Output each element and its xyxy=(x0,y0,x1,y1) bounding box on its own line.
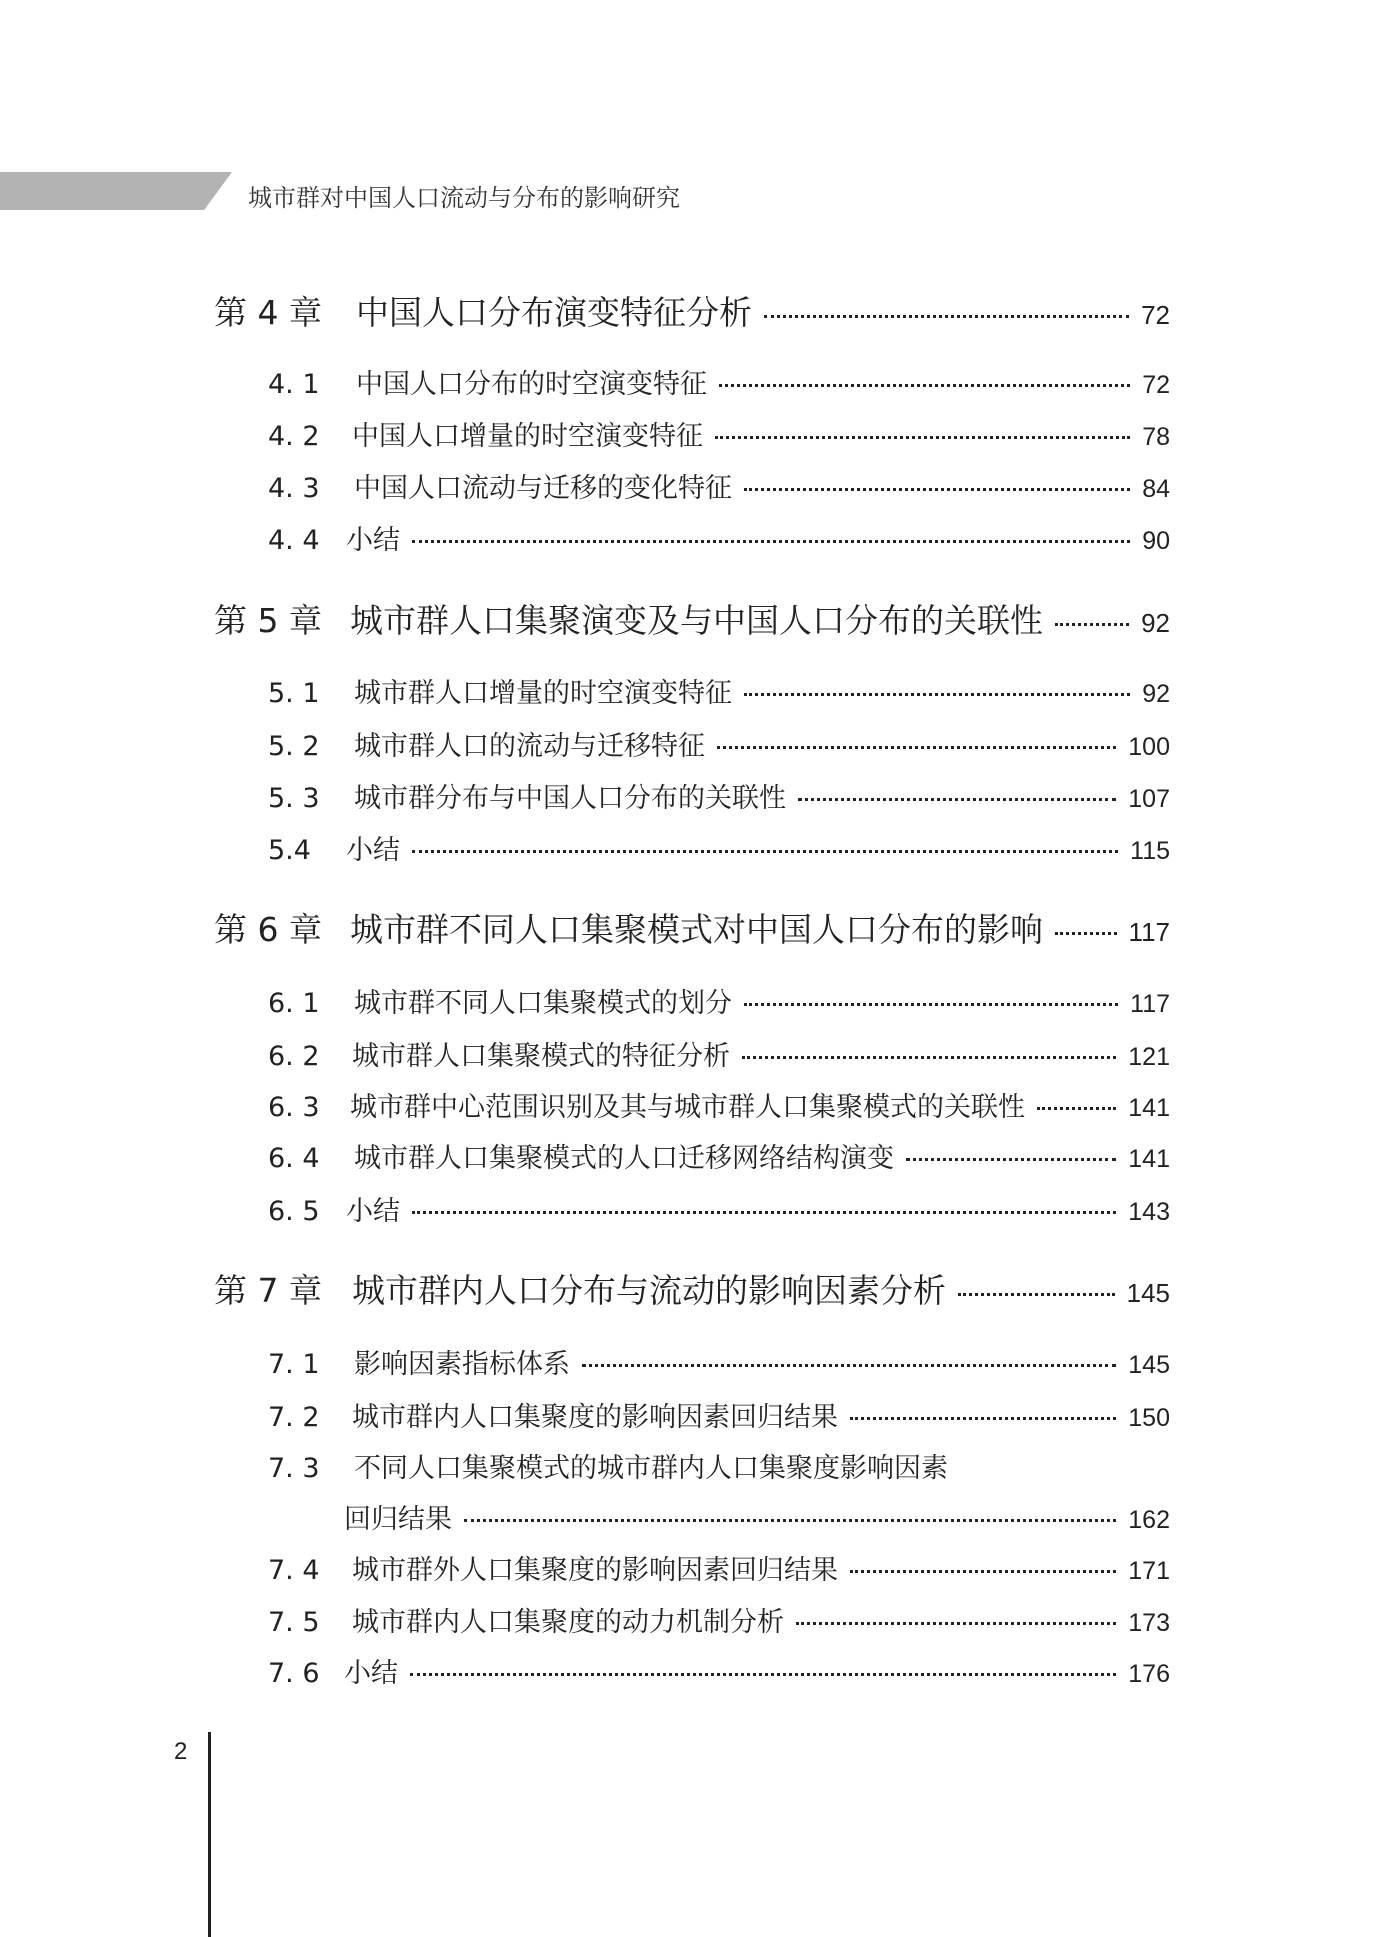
toc-entry-number: 7. 1 xyxy=(268,1349,320,1380)
toc-leader-dots xyxy=(796,1622,1116,1625)
toc-entry-title: 中国人口增量的时空演变特征 xyxy=(352,421,703,452)
toc-section-7-5[interactable] xyxy=(268,1600,1170,1639)
toc-entry-page: 92 xyxy=(1142,680,1170,708)
toc-entry-title: 城市群人口集聚模式的特征分析 xyxy=(352,1041,730,1072)
toc-entry-number: 7. 4 xyxy=(268,1555,320,1586)
toc-entry-number: 6. 4 xyxy=(268,1143,320,1174)
toc-entry-title: 影响因素指标体系 xyxy=(354,1349,570,1380)
toc-entry-page: 150 xyxy=(1128,1404,1170,1432)
toc-entry-title: 城市群内人口分布与流动的影响因素分析 xyxy=(352,1271,946,1310)
toc-section-7-1[interactable] xyxy=(268,1342,1170,1381)
toc-leader-dots xyxy=(715,436,1130,439)
toc-section-5-4[interactable] xyxy=(268,828,1170,867)
toc-entry-number: 5. 2 xyxy=(268,731,320,762)
toc-leader-dots xyxy=(742,1056,1116,1059)
toc-section-6-2[interactable] xyxy=(268,1034,1170,1073)
toc-entry-number: 5. 1 xyxy=(268,678,320,709)
toc-entry-number: 7. 6 xyxy=(268,1658,320,1689)
toc-entry-number: 6. 5 xyxy=(268,1196,320,1227)
toc-entry-number: 4. 2 xyxy=(268,421,320,452)
toc-leader-dots xyxy=(582,1364,1116,1367)
toc-entry-title: 小结 xyxy=(346,525,400,556)
toc-entry-number: 4. 4 xyxy=(268,525,320,556)
toc-leader-dots xyxy=(412,850,1118,853)
toc-entry-title: 城市群不同人口集聚模式对中国人口分布的影响 xyxy=(350,910,1043,949)
toc-leader-dots xyxy=(744,488,1130,491)
toc-leader-dots xyxy=(850,1570,1116,1573)
toc-leader-dots xyxy=(1037,1107,1116,1110)
toc-leader-dots xyxy=(412,1211,1116,1214)
toc-entry-number: 4. 3 xyxy=(268,473,320,504)
toc-entry-page: 100 xyxy=(1128,733,1170,761)
footer-vertical-rule xyxy=(208,1732,211,1937)
toc-entry-page: 162 xyxy=(1128,1506,1170,1534)
toc-entry-number: 第 6 章 xyxy=(214,910,322,949)
toc-entry-title: 回归结果 xyxy=(344,1504,452,1535)
toc-entry-page: 117 xyxy=(1130,990,1170,1018)
toc-leader-dots xyxy=(744,693,1130,696)
toc-section-6-5[interactable] xyxy=(268,1189,1170,1228)
toc-section-7-6[interactable] xyxy=(268,1651,1170,1690)
toc-entry-title: 中国人口流动与迁移的变化特征 xyxy=(354,473,732,504)
toc-entry-page: 141 xyxy=(1128,1145,1170,1173)
toc-entry-page: 92 xyxy=(1141,608,1170,638)
toc-entry-page: 145 xyxy=(1126,1278,1170,1308)
toc-chapter-5[interactable] xyxy=(214,595,1170,642)
toc-entry-number: 5. 3 xyxy=(268,783,320,814)
toc-entry-number: 7. 5 xyxy=(268,1607,320,1638)
toc-entry-number: 6. 2 xyxy=(268,1041,320,1072)
toc-entry-title: 城市群外人口集聚度的影响因素回归结果 xyxy=(352,1555,838,1586)
toc-entry-page: 115 xyxy=(1130,837,1170,865)
toc-entry-page: 171 xyxy=(1128,1557,1170,1585)
running-header-title: 城市群对中国人口流动与分布的影响研究 xyxy=(248,184,680,212)
page-number: 2 xyxy=(174,1738,188,1765)
toc-entry-number: 第 5 章 xyxy=(214,601,322,640)
toc-section-7-3-continuation[interactable] xyxy=(344,1497,1170,1536)
toc-leader-dots xyxy=(717,746,1116,749)
toc-entry-title: 城市群人口集聚模式的人口迁移网络结构演变 xyxy=(354,1143,894,1174)
toc-entry-page: 107 xyxy=(1128,785,1170,813)
toc-section-7-2[interactable] xyxy=(268,1395,1170,1434)
toc-entry-page: 84 xyxy=(1142,475,1170,503)
toc-section-5-1[interactable] xyxy=(268,671,1170,710)
toc-leader-dots xyxy=(719,384,1130,387)
toc-entry-number: 6. 1 xyxy=(268,988,320,1019)
toc-section-4-3[interactable] xyxy=(268,466,1170,505)
toc-entry-number: 6. 3 xyxy=(268,1092,320,1123)
toc-entry-title: 小结 xyxy=(344,1658,398,1689)
header-band xyxy=(0,172,232,210)
toc-entry-title: 城市群内人口集聚度的影响因素回归结果 xyxy=(352,1402,838,1433)
toc-chapter-4[interactable] xyxy=(214,287,1170,334)
toc-section-7-4[interactable] xyxy=(268,1548,1170,1587)
toc-entry-page: 90 xyxy=(1142,527,1170,555)
toc-leader-dots xyxy=(850,1417,1116,1420)
toc-section-5-2[interactable] xyxy=(268,724,1170,763)
toc-entry-page: 72 xyxy=(1141,300,1170,330)
toc-entry-page: 121 xyxy=(1128,1043,1170,1071)
toc-entry-number: 7. 3 xyxy=(268,1453,320,1484)
toc-chapter-6[interactable] xyxy=(214,904,1170,951)
toc-leader-dots xyxy=(1055,623,1129,626)
toc-leader-dots xyxy=(958,1293,1115,1296)
toc-section-4-4[interactable] xyxy=(268,518,1170,557)
toc-entry-number: 4. 1 xyxy=(268,369,320,400)
toc-entry-number: 5.4 xyxy=(268,835,311,866)
toc-entry-page: 176 xyxy=(1128,1660,1170,1688)
toc-chapter-7[interactable] xyxy=(214,1265,1170,1312)
toc-leader-dots xyxy=(906,1158,1116,1161)
toc-leader-dots xyxy=(464,1519,1116,1522)
toc-entry-page: 78 xyxy=(1142,423,1170,451)
toc-leader-dots xyxy=(1055,932,1117,935)
toc-entry-title: 城市群中心范围识别及其与城市群人口集聚模式的关联性 xyxy=(350,1092,1025,1123)
toc-section-7-3[interactable] xyxy=(268,1446,1170,1485)
toc-entry-number: 7. 2 xyxy=(268,1402,320,1433)
toc-entry-title: 小结 xyxy=(346,1196,400,1227)
toc-entry-title: 城市群人口增量的时空演变特征 xyxy=(354,678,732,709)
toc-section-6-1[interactable] xyxy=(268,981,1170,1020)
toc-entry-title: 不同人口集聚模式的城市群内人口集聚度影响因素 xyxy=(354,1453,948,1484)
toc-entry-page: 145 xyxy=(1128,1351,1170,1379)
toc-section-4-1[interactable] xyxy=(268,362,1170,401)
toc-entry-page: 143 xyxy=(1128,1198,1170,1226)
toc-leader-dots xyxy=(412,540,1130,543)
toc-entry-title: 城市群人口集聚演变及与中国人口分布的关联性 xyxy=(350,601,1043,640)
toc-entry-title: 中国人口分布演变特征分析 xyxy=(356,293,752,332)
toc-entry-page: 117 xyxy=(1128,917,1170,947)
toc-leader-dots xyxy=(410,1673,1116,1676)
toc-leader-dots xyxy=(744,1003,1118,1006)
toc-entry-title: 小结 xyxy=(346,835,400,866)
toc-leader-dots xyxy=(764,315,1129,318)
toc-section-6-3[interactable] xyxy=(268,1085,1170,1124)
toc-entry-title: 城市群不同人口集聚模式的划分 xyxy=(354,988,732,1019)
toc-section-5-3[interactable] xyxy=(268,776,1170,815)
toc-entry-title: 中国人口分布的时空演变特征 xyxy=(356,369,707,400)
toc-entry-title: 城市群分布与中国人口分布的关联性 xyxy=(354,783,786,814)
toc-section-4-2[interactable] xyxy=(268,414,1170,453)
toc-entry-title: 城市群人口的流动与迁移特征 xyxy=(354,731,705,762)
toc-entry-page: 72 xyxy=(1142,371,1170,399)
toc-entry-page: 141 xyxy=(1128,1094,1170,1122)
toc-section-6-4[interactable] xyxy=(268,1136,1170,1175)
toc-entry-page: 173 xyxy=(1128,1609,1170,1637)
toc-entry-number: 第 7 章 xyxy=(214,1271,322,1310)
toc-entry-number: 第 4 章 xyxy=(214,293,322,332)
toc-leader-dots xyxy=(798,798,1116,801)
toc-entry-title: 城市群内人口集聚度的动力机制分析 xyxy=(352,1607,784,1638)
